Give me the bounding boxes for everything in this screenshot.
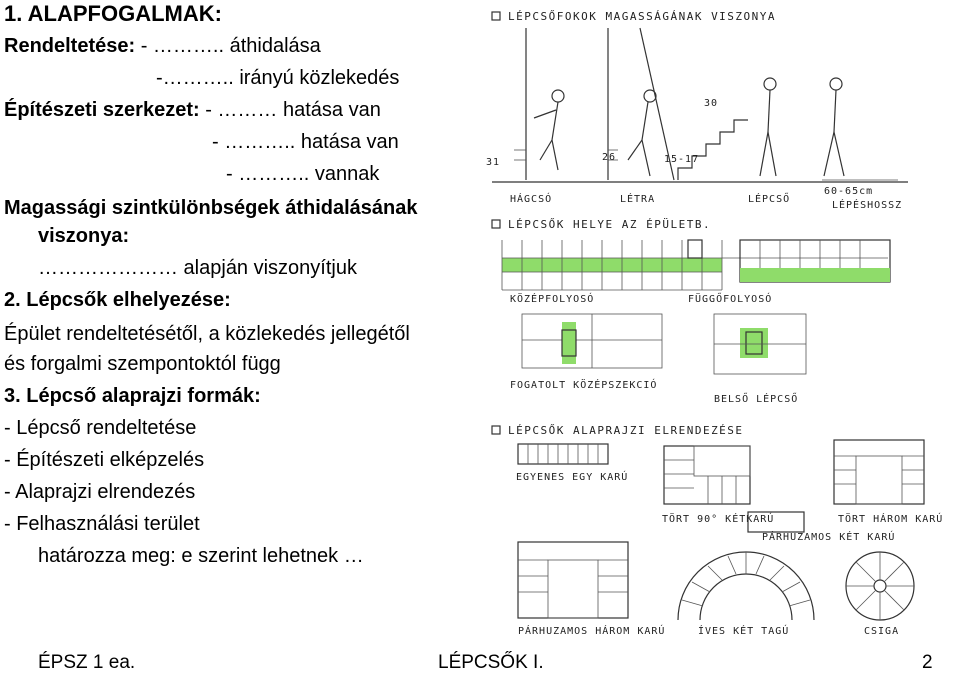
label-ives-ket-tagu: ÍVES KÉT TAGÚ bbox=[698, 626, 790, 637]
label-fuggofolyoso: FÜGGŐFOLYOSÓ bbox=[688, 294, 773, 305]
section3-item-elrendezes: - Alaprajzi elrendezés bbox=[4, 481, 196, 503]
section3-closing: határozza meg: e szerint lehetnek … bbox=[38, 545, 364, 567]
dim-26: 26 bbox=[602, 152, 617, 163]
label-tort-90-ketkaru: TÖRT 90° KÉTKARÚ bbox=[662, 514, 775, 525]
section2-text1: Épület rendeltetésétől, a közlekedés jellegétől bbox=[4, 323, 410, 345]
dim-31: 31 bbox=[486, 157, 501, 168]
stair-height-diagram bbox=[486, 28, 908, 211]
line-vannak: - ……….. vannak bbox=[226, 163, 380, 185]
line-viszonya: viszonya: bbox=[38, 225, 130, 247]
line-hatasa-2: - ……….. hatása van bbox=[212, 131, 399, 153]
label-rendeltetese: Rendeltetése: bbox=[4, 35, 136, 57]
section3-title: 3. Lépcső alaprajzi formák: bbox=[4, 385, 261, 407]
dim-60-65cm: 60-65cm bbox=[824, 186, 874, 197]
stair-sketch-illustration bbox=[478, 0, 960, 648]
section1-bullet-icon bbox=[492, 12, 500, 20]
label-parhuzamos-harom-karu: PÁRHUZAMOS HÁROM KARÚ bbox=[518, 626, 666, 637]
stair-plan-layouts bbox=[516, 440, 943, 637]
label-belso-lepcso: BELSŐ LÉPCSŐ bbox=[714, 394, 799, 405]
label-tort-harom-karu: TÖRT HÁROM KARÚ bbox=[838, 514, 944, 525]
label-letra: LÉTRA bbox=[620, 194, 656, 205]
sketch-section2-title: LÉPCSŐK HELYE AZ ÉPÜLETB. bbox=[508, 218, 712, 231]
line-magassagi: Magassági szintkülönbségek áthidalásának bbox=[4, 197, 418, 219]
label-hagcso: HÁGCSÓ bbox=[510, 194, 553, 205]
line-viszonyitjuk: ………………… alapján viszonyítjuk bbox=[38, 257, 357, 279]
label-parhuzamos-ket-karu: PÁRHUZAMOS KÉT KARÚ bbox=[762, 532, 896, 543]
label-csiga: CSIGA bbox=[864, 626, 900, 637]
value-hatasa-1: - ……… hatása van bbox=[199, 99, 381, 121]
section2-title: 2. Lépcsők elhelyezése: bbox=[4, 289, 231, 311]
line-rendeltetese bbox=[4, 34, 321, 58]
sketch-section3-title: LÉPCSŐK ALAPRAJZI ELRENDEZÉSE bbox=[508, 424, 744, 437]
footer-topic: LÉPCSŐK I. bbox=[438, 652, 544, 673]
sketch-section1-title: LÉPCSŐFOKOK MAGASSÁGÁNAK VISZONYA bbox=[508, 10, 777, 23]
label-kozepfolyoso: KÖZÉPFOLYOSÓ bbox=[510, 294, 595, 305]
dim-15-17: 15-17 bbox=[664, 154, 700, 165]
label-egyenes-egy-karu: EGYENES EGY KARÚ bbox=[516, 472, 629, 483]
line-epiteszeti-szerkezet bbox=[4, 98, 381, 122]
label-lepeshossz: LÉPÉSHOSSZ bbox=[832, 200, 903, 211]
section3-item-elkepzeles: - Építészeti elképzelés bbox=[4, 449, 205, 471]
label-fogatolt-kozepszekcio: FOGATOLT KÖZÉPSZEKCIÓ bbox=[510, 380, 658, 391]
section3-bullet-icon bbox=[492, 426, 500, 434]
footer-page-number: 2 bbox=[922, 652, 933, 673]
section2-bullet-icon bbox=[492, 220, 500, 228]
section3-item-rendeltetese: - Lépcső rendeltetése bbox=[4, 417, 197, 439]
label-lepcso: LÉPCSŐ bbox=[748, 194, 791, 205]
slide-title: 1. ALAPFOGALMAK: bbox=[4, 1, 222, 26]
section2-text2: és forgalmi szempontoktól függ bbox=[4, 353, 281, 375]
footer-course: ÉPSZ 1 ea. bbox=[38, 652, 136, 673]
line-iranyu-kozlekedes: -……….. irányú közlekedés bbox=[156, 67, 400, 89]
stair-location-diagram bbox=[502, 240, 890, 405]
dim-30: 30 bbox=[704, 98, 719, 109]
value-athidalasa: - ……….. áthidalása bbox=[135, 35, 321, 57]
label-epiteszeti-szerkezet: Építészeti szerkezet: bbox=[4, 99, 200, 121]
section3-item-felhasznalasi: - Felhasználási terület bbox=[4, 513, 200, 535]
